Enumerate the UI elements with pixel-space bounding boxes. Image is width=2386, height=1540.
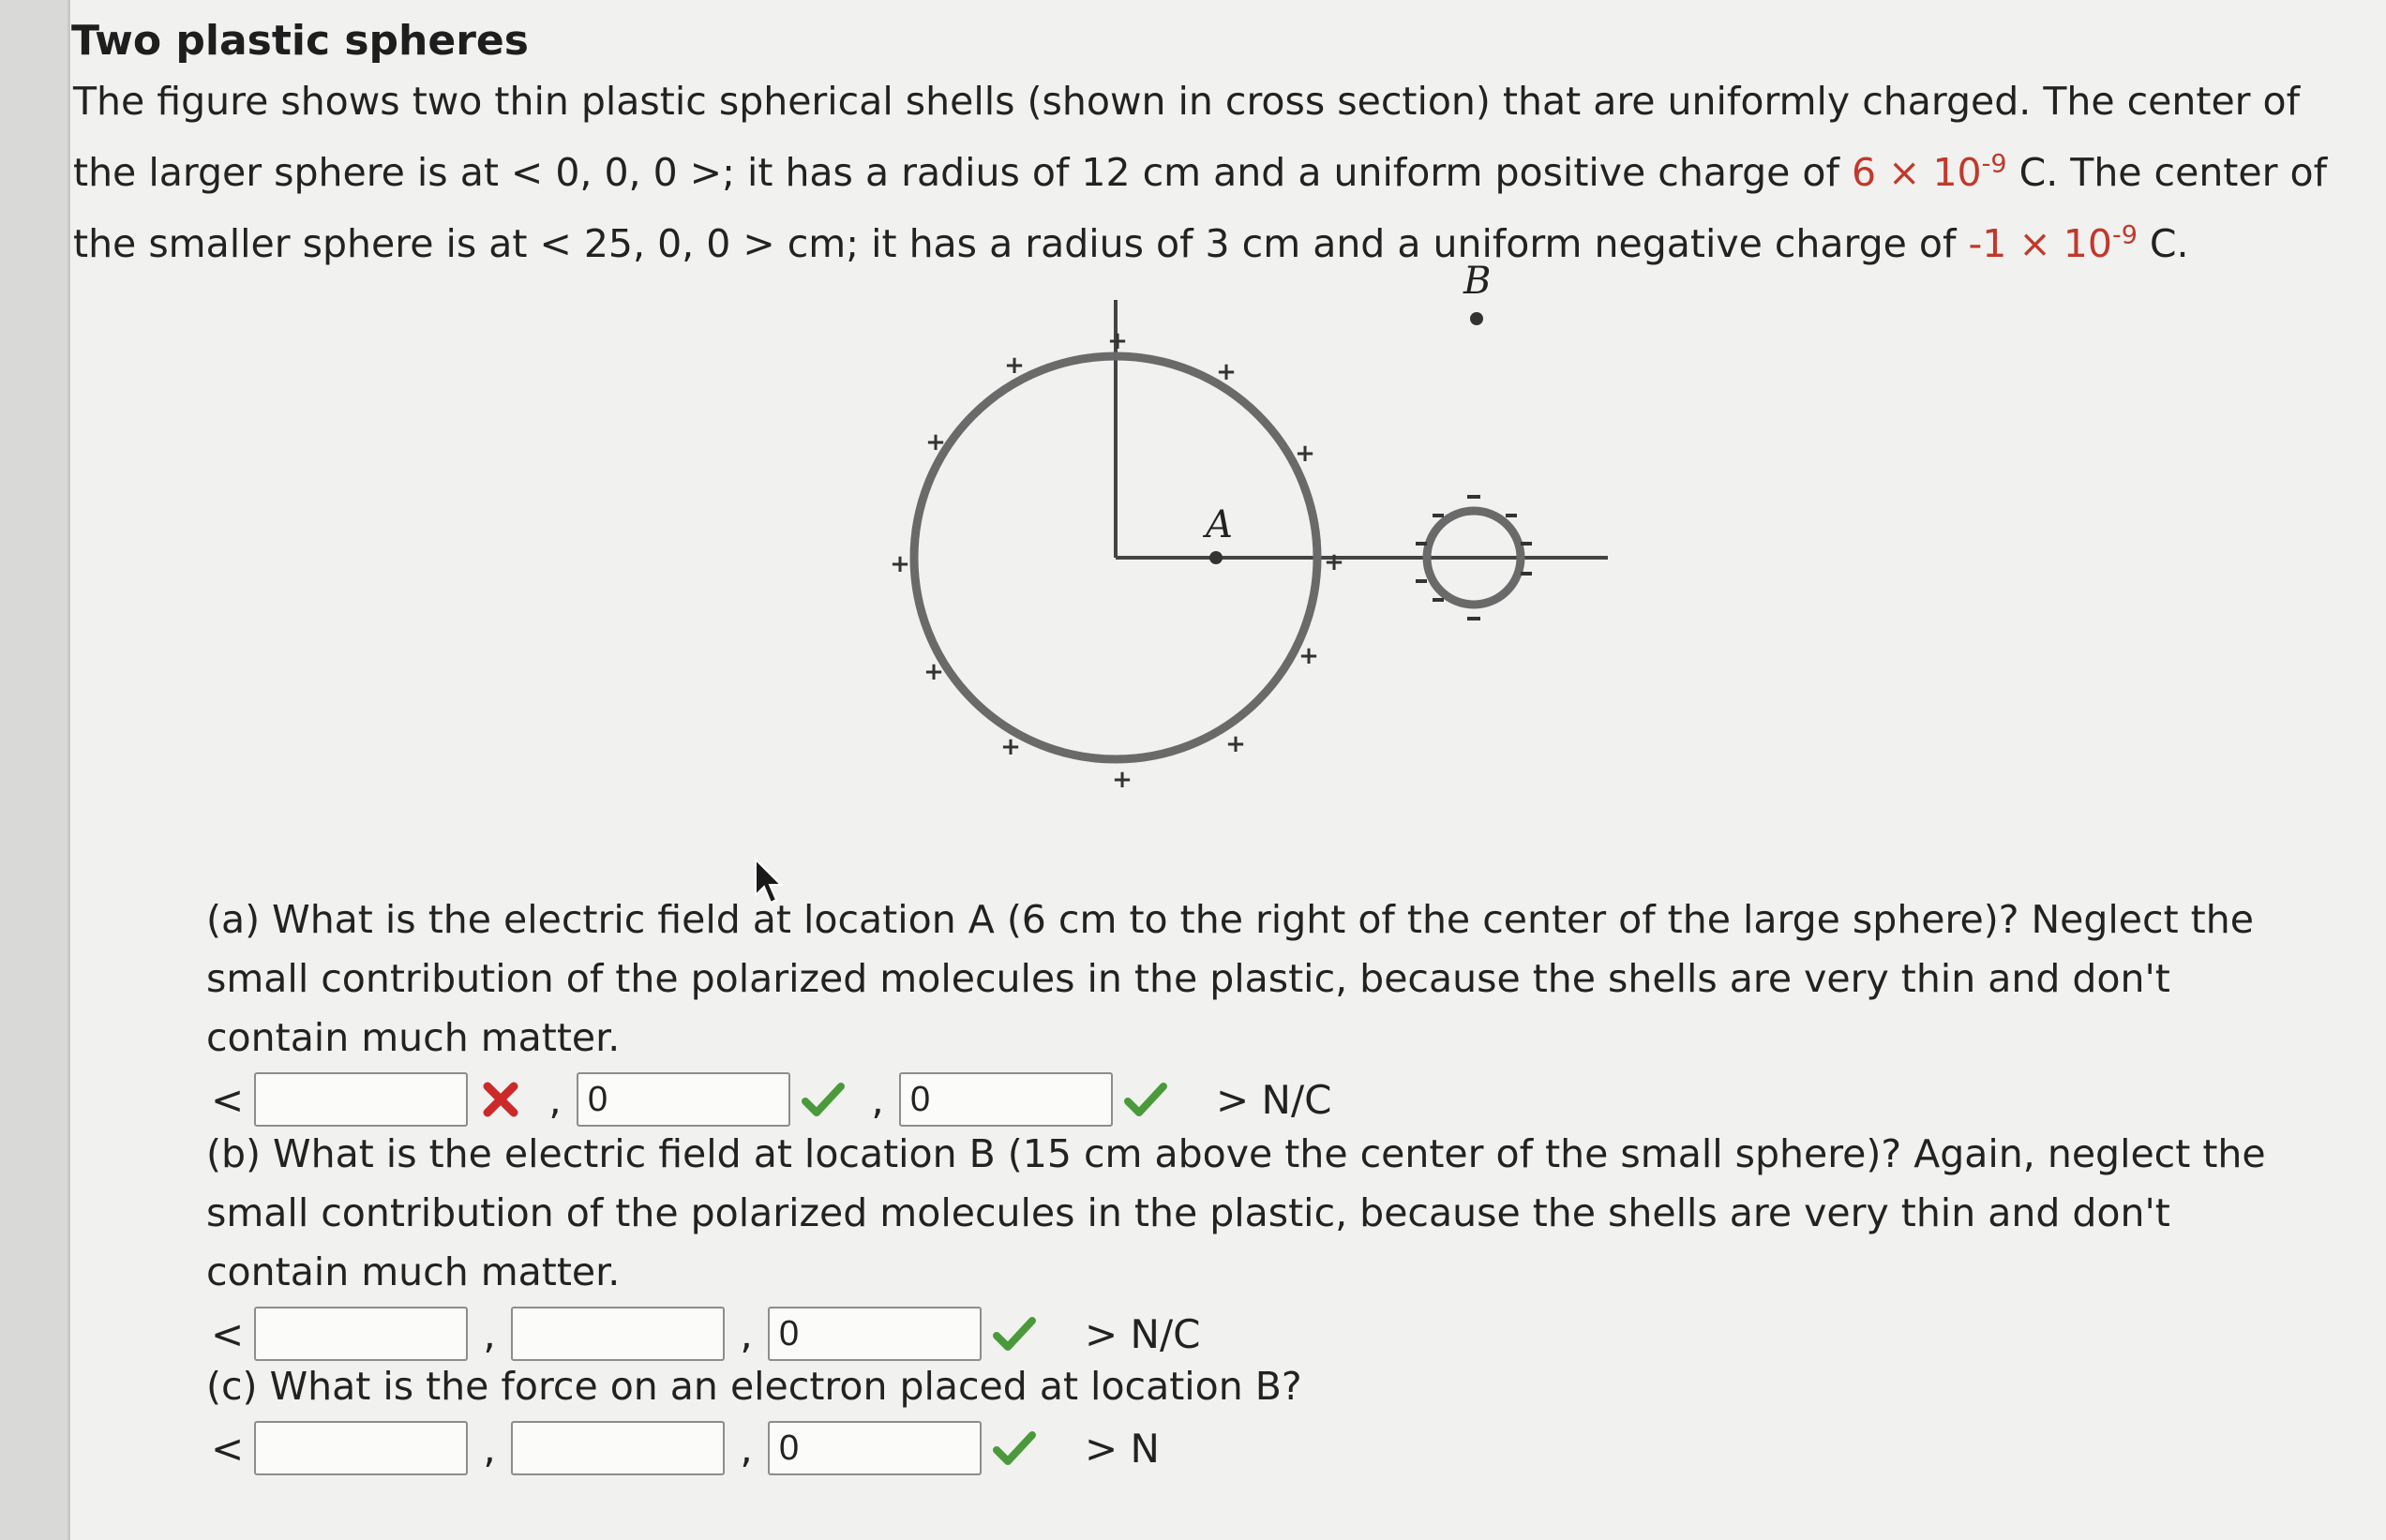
vector-open-bracket: <: [211, 1425, 245, 1472]
field-b-z-input[interactable]: 0: [768, 1307, 982, 1361]
label-a: A: [1206, 503, 1233, 546]
plus-charge: +: [1004, 351, 1025, 380]
plus-charge: +: [1216, 358, 1237, 386]
plus-charge: +: [1225, 730, 1246, 758]
plus-charge: +: [1112, 766, 1133, 794]
field-a-z-input[interactable]: 0: [899, 1072, 1113, 1127]
label-b: B: [1463, 262, 1492, 303]
correct-check-icon: [982, 1421, 1047, 1475]
force-c-x-input[interactable]: [254, 1421, 468, 1475]
field-a-x-input[interactable]: [254, 1072, 468, 1127]
question-b: (b) What is the electric field at location B (15 cm above the center of the small sphere)? Again, neglect the small contribution of the polarized molecules in the plastic, because the shells are very thin and don't contain much matter.: [206, 1131, 2266, 1294]
correct-check-icon: [982, 1307, 1047, 1361]
problem-title: Two plastic spheres: [71, 17, 529, 65]
unit-label: > N/C: [1216, 1076, 1332, 1123]
separator-comma: ,: [871, 1076, 884, 1123]
field-b-x-input[interactable]: [254, 1307, 468, 1361]
field-b-y-input[interactable]: [511, 1307, 725, 1361]
plus-charge: +: [1000, 733, 1021, 761]
large-sphere-charge: $6 \times 10^{-9}$: [1851, 149, 2007, 195]
plus-charge: +: [1295, 440, 1315, 468]
spheres-figure: [844, 262, 1650, 847]
small-sphere-charge: $-1 \times 10^{-9}$: [1968, 220, 2138, 266]
incorrect-x-icon: [468, 1072, 533, 1127]
separator-comma: ,: [483, 1425, 496, 1472]
question-c: (c) What is the force on an electron placed at location B?: [206, 1364, 1302, 1409]
correct-check-icon: [790, 1072, 856, 1127]
plus-charge: +: [923, 658, 944, 686]
plus-charge: +: [1107, 327, 1128, 355]
separator-comma: ,: [548, 1076, 562, 1123]
separator-comma: ,: [483, 1310, 496, 1357]
plus-charge: +: [925, 428, 946, 456]
vector-open-bracket: <: [211, 1076, 245, 1123]
unit-label: > N: [1085, 1425, 1160, 1472]
force-c-y-input[interactable]: [511, 1421, 725, 1475]
intro-text-3: C.: [2137, 221, 2189, 266]
spheres-diagram: [844, 262, 1650, 844]
problem-intro: [73, 66, 2342, 279]
plus-charge: +: [890, 550, 910, 578]
point-a-dot: [1209, 551, 1223, 564]
plus-charge: +: [1298, 642, 1319, 670]
answer-row-b: [211, 1303, 1200, 1365]
intro-text-1: The figure shows two thin plastic spherical shells (shown in cross section) that are uniformly charged. The center of the larger sphere is at < 0, 0, 0 >; it has a radius of 12 cm and a uniform positive charge of: [73, 79, 2301, 195]
answer-row-c: [211, 1417, 1160, 1479]
unit-label: > N/C: [1085, 1310, 1201, 1357]
intro-text-2: C. The center of the smaller sphere is at < 25, 0, 0 > cm; it has a radius of 3 cm and a uniform negative charge of: [73, 150, 2328, 266]
point-b-dot: [1470, 312, 1483, 325]
correct-check-icon: [1113, 1072, 1178, 1127]
field-a-y-input[interactable]: 0: [577, 1072, 790, 1127]
separator-comma: ,: [740, 1425, 753, 1472]
vector-open-bracket: <: [211, 1310, 245, 1357]
force-c-z-input[interactable]: 0: [768, 1421, 982, 1475]
answer-row-a: [211, 1069, 1331, 1130]
plus-charge: +: [1324, 548, 1344, 576]
question-a: (a) What is the electric field at location A (6 cm to the right of the center of the large sphere)? Neglect the small contribution of the polarized molecules in the plastic, because the shells are very thin and don't contain much matter.: [206, 897, 2254, 1060]
separator-comma: ,: [740, 1310, 753, 1357]
